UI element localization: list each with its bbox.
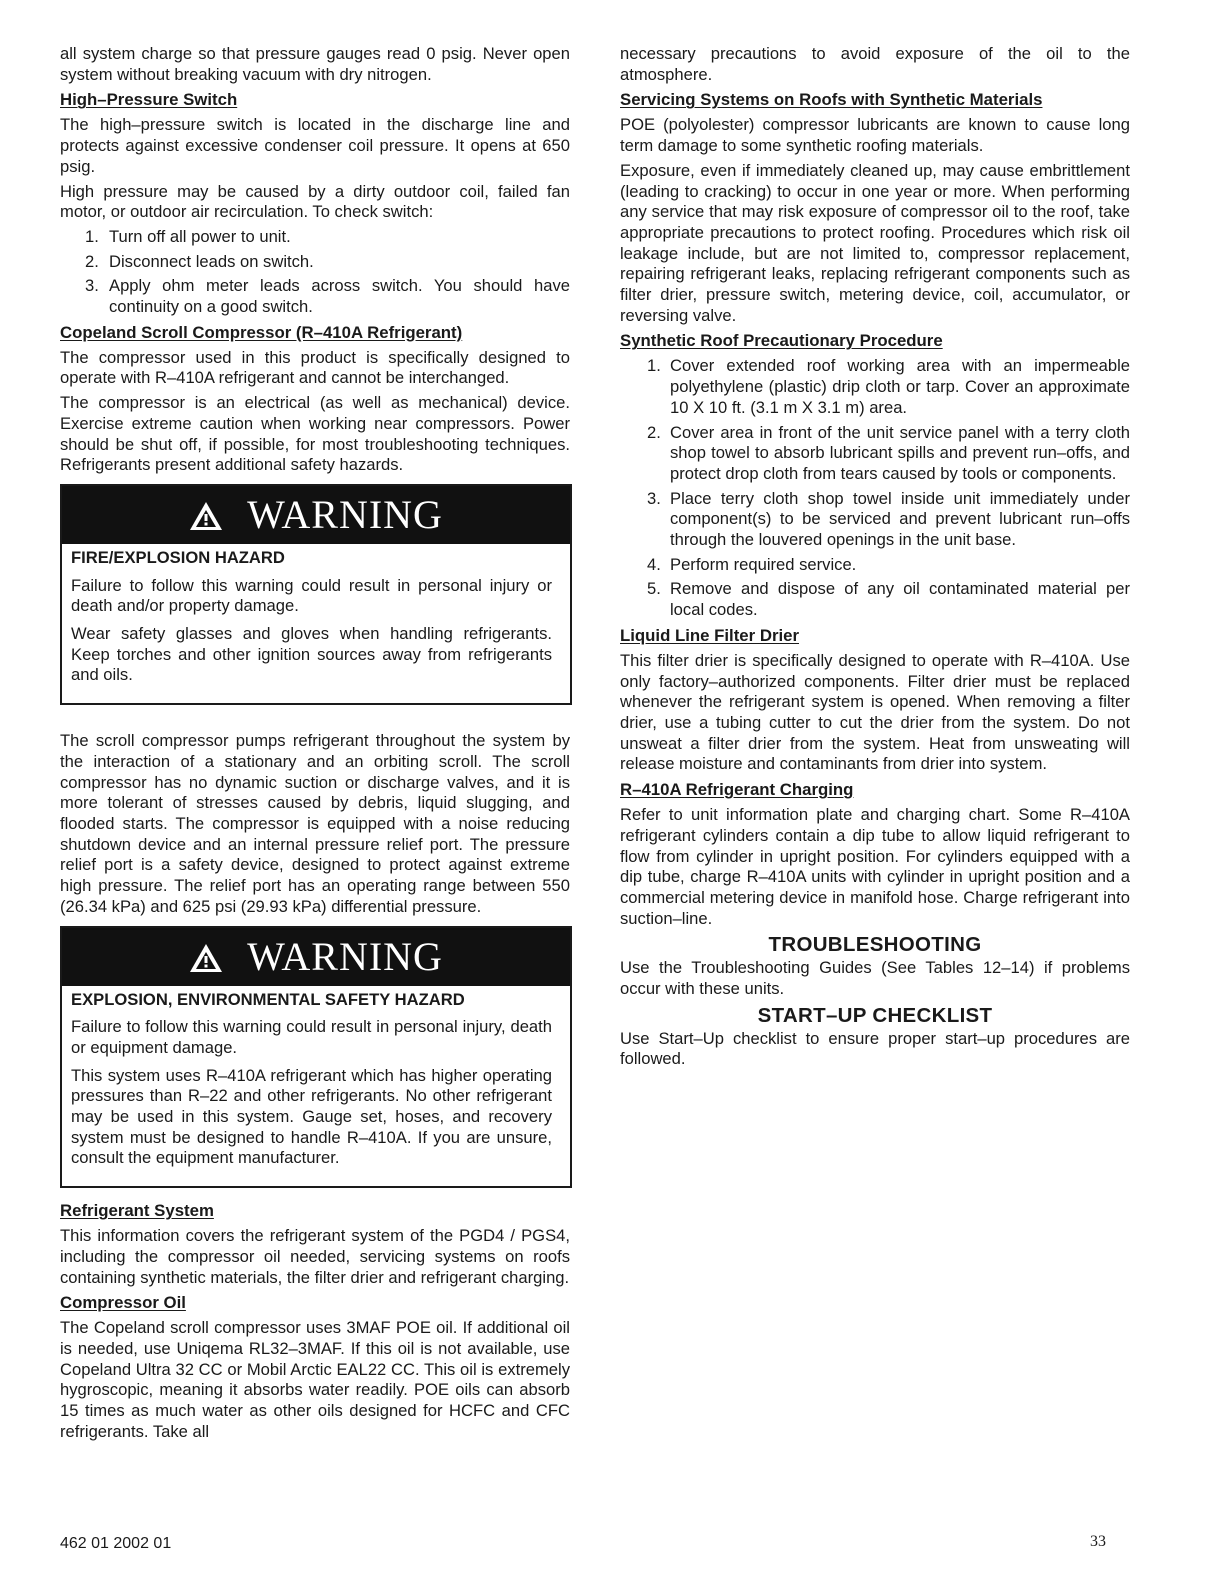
- warning-body: [62, 986, 570, 1187]
- list-item: 3. Place terry cloth shop towel inside unit immediately under component(s) to be serviced and prevent lubricant run–offs through the louvered openings in the unit base.: [647, 488, 1130, 550]
- warning-box-fire: [60, 484, 572, 705]
- intro-paragraph: all system charge so that pressure gauges read 0 psig. Never open system without breaking vacuum with dry nitrogen.: [60, 44, 570, 84]
- high-pressure-switch-heading: High–Pressure Switch: [60, 90, 238, 110]
- hps-steps-list: [60, 227, 570, 318]
- warning-hazard-label: EXPLOSION, ENVIRONMENTAL SAFETY HAZARD: [71, 989, 465, 1009]
- warning-banner: [62, 928, 570, 986]
- filter-drier-paragraph: This filter drier is specifically designed to operate with R–410A. Use only factory–authorized components. Filter drier must be replaced whenever the refrigerant system is opened. When removing a filter drier, use a tubing cutter to cut the drier from the system. Do not unsweat a filter drier from the system. Heat from unsweating will release moisture and contaminants from drier into system.: [620, 650, 1130, 774]
- roofs-heading: Servicing Systems on Roofs with Synthetic Materials: [620, 90, 1043, 110]
- warning-title: WARNING: [247, 933, 443, 979]
- list-item: 1. Cover extended roof working area with an impermeable polyethylene (plastic) drip cloth or tarp. Cover an approximate 10 X 10 ft. (3.1 m X 3.1 m) area.: [647, 356, 1130, 417]
- roofs-paragraph-2: Exposure, even if immediately cleaned up, may cause embrittlement (leading to cracking) to occur in one year or more. When performing any service that may risk exposure of compressor oil to the roof, take appropriate precautions to protect roofing. Procedures which risk oil leakage include, but are not limited to, compressor replacement, repairing refrigerant leaks, replacing refrigerant components such as filter drier, pressure switch, metering device, coil, accumulator, or reversing valve.: [620, 160, 1130, 325]
- warning-triangle-icon: [189, 943, 223, 973]
- charging-paragraph: Refer to unit information plate and charging chart. Some R–410A refrigerant cylinders contain a dip tube to allow liquid refrigerant to flow from cylinder in upright position. For cylinders equipped with a dip tube, charge R–410A units with cylinder in upright position and a commercial metering device in manifold hose. Charge refrigerant into suction–line.: [620, 805, 1130, 928]
- warning-title: WARNING: [247, 491, 443, 537]
- startup-checklist-paragraph: Use Start–Up checklist to ensure proper start–up procedures are followed.: [620, 1028, 1130, 1069]
- list-item: 1. Turn off all power to unit.: [85, 226, 291, 246]
- warning-paragraph-1: Failure to follow this warning could result in personal injury or death and/or property damage.: [71, 575, 552, 616]
- hps-paragraph-2: High pressure may be caused by a dirty outdoor coil, failed fan motor, or outdoor air recirculation. To check switch:: [60, 181, 570, 222]
- refrigerant-system-paragraph: This information covers the refrigerant system of the PGD4 / PGS4, including the compressor oil needed, servicing systems on roofs containing synthetic materials, the filter drier and refrigerant charging.: [60, 1226, 570, 1287]
- warning-paragraph-2: Wear safety glasses and gloves when handling refrigerants. Keep torches and other ignition sources away from refrigerants and oils.: [71, 624, 552, 685]
- copeland-heading: Copeland Scroll Compressor (R–410A Refrigerant): [60, 322, 463, 342]
- warning-body: [62, 544, 570, 703]
- synthetic-roof-steps-list: [620, 356, 1130, 620]
- scroll-compressor-paragraph: The scroll compressor pumps refrigerant throughout the system by the interaction of a stationary and an orbiting scroll. The scroll compressor has no dynamic suction or discharge valves, and it is more tolerant of stresses caused by debris, liquid slugging, and flooded starts. The compressor is equipped with a noise reducing shutdown device and an internal pressure relief port. The pressure relief port is a safety device, designed to protect against extreme high pressure. The relief port has an operating range between 550 (26.34 kPa) and 625 psi (29.93 kPa) differential pressure.: [60, 731, 570, 916]
- list-item: 4. Perform required service.: [647, 554, 857, 574]
- copeland-paragraph-2: The compressor is an electrical (as well as mechanical) device. Exercise extreme caution when working near compressors. Power should be shut off, if possible, for most troubleshooting techniques. Refrigerants present additional safety hazards.: [60, 393, 570, 475]
- list-item: 2. Disconnect leads on switch.: [85, 251, 314, 271]
- warning-hazard-label: FIRE/EXPLOSION HAZARD: [71, 547, 285, 567]
- list-item: 5. Remove and dispose of any oil contaminated material per local codes.: [647, 579, 1130, 620]
- warning-box-explosion: [60, 926, 572, 1189]
- warning-paragraph-2: This system uses R–410A refrigerant which has higher operating pressures than R–22 and other refrigerants. No other refrigerant may be used in this system. Gauge set, hoses, and recovery system must be designed to handle R–410A. If you are unsure, consult the equipment manufacturer.: [71, 1065, 552, 1168]
- startup-checklist-heading: START–UP CHECKLIST: [757, 1003, 993, 1027]
- continued-paragraph: necessary precautions to avoid exposure of the oil to the atmosphere.: [620, 44, 1130, 84]
- page-number: 33: [1090, 1533, 1106, 1550]
- left-column: [60, 44, 570, 1446]
- roofs-paragraph-1: POE (polyolester) compressor lubricants are known to cause long term damage to some synthetic roofing materials.: [620, 115, 1130, 156]
- right-column: [620, 44, 1130, 1074]
- compressor-oil-paragraph: The Copeland scroll compressor uses 3MAF POE oil. If additional oil is needed, use Uniqema RL32–3MAF. If this oil is not available, use Copeland Ultra 32 CC or Mobil Arctic EAL22 CC. This oil is extremely hygroscopic, meaning it absorbs water readily. POE oils can absorb 15 times as much water as other oils designed for HCFC and CFC refrigerants. Take all: [60, 1318, 570, 1441]
- filter-drier-heading: Liquid Line Filter Drier: [620, 625, 800, 645]
- list-item: 3. Apply ohm meter leads across switch. You should have continuity on a good switch.: [85, 276, 570, 317]
- troubleshooting-paragraph: Use the Troubleshooting Guides (See Tables 12–14) if problems occur with these units.: [620, 958, 1130, 999]
- warning-paragraph-1: Failure to follow this warning could result in personal injury, death or equipment damage.: [71, 1017, 552, 1057]
- hps-paragraph-1: The high–pressure switch is located in the discharge line and protects against excessive condenser coil pressure. It opens at 650 psig.: [60, 115, 570, 176]
- compressor-oil-heading: Compressor Oil: [60, 1293, 186, 1313]
- refrigerant-system-heading: Refrigerant System: [60, 1201, 214, 1221]
- synthetic-roof-heading: Synthetic Roof Precautionary Procedure: [620, 331, 943, 351]
- list-item: 2. Cover area in front of the unit service panel with a terry cloth shop towel to absorb lubricant spills and prevent run–offs, and protect drop cloth from tears caused by tools or components.: [647, 422, 1130, 483]
- copeland-paragraph-1: The compressor used in this product is specifically designed to operate with R–410A refrigerant and cannot be interchanged.: [60, 347, 570, 388]
- warning-banner: [62, 486, 570, 544]
- warning-triangle-icon: [189, 501, 223, 531]
- document-number: 462 01 2002 01: [60, 1535, 172, 1552]
- charging-heading: R–410A Refrigerant Charging: [620, 780, 854, 800]
- troubleshooting-heading: TROUBLESHOOTING: [768, 933, 982, 957]
